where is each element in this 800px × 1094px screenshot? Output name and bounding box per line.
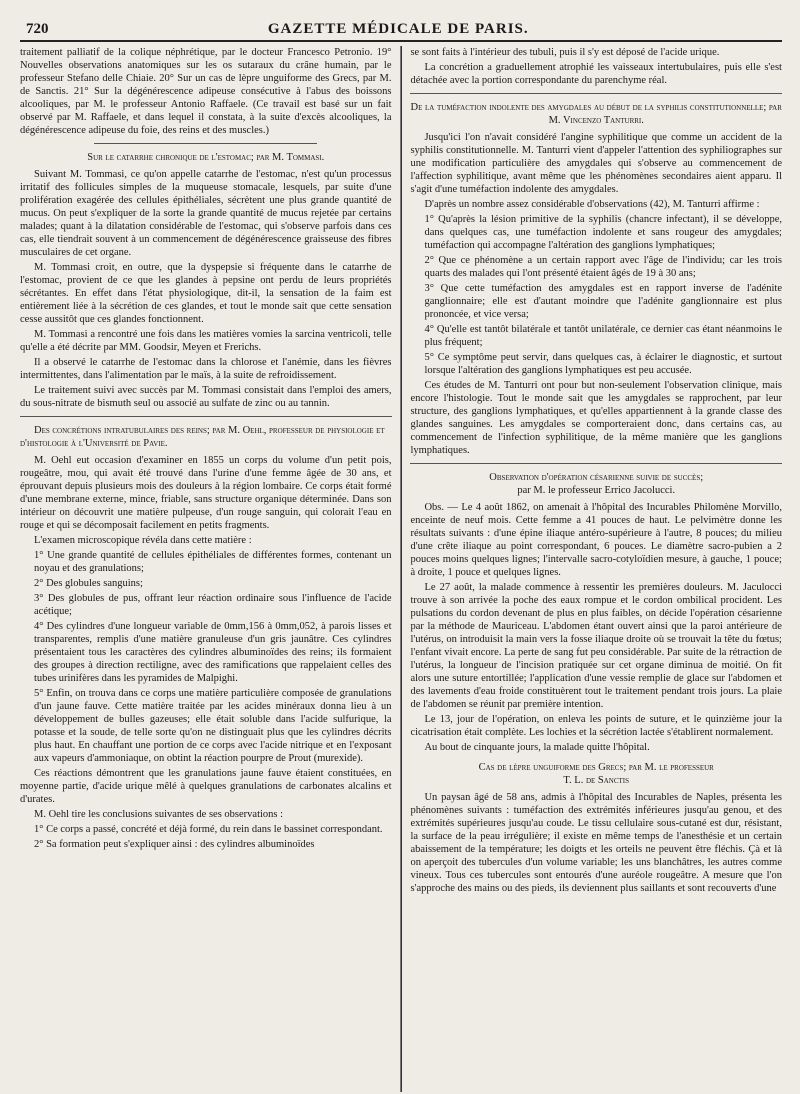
paragraph: Ces études de M. Tanturri ont pour but non-seulement l'observation clinique, mais encore l'histologie. Tout le monde sait que les amygdales se rapprochent, par leur structure, des ganglions lymphatiques, et qu'elles appartiennent à la grande classe des glandes sanguines. Les amygdales se comporteraient donc, dans certains cas, au commencement de l'infection syphilitique, de la même manière que les ganglions lymphatiques. [410, 380, 782, 456]
list-item: 1° Qu'après la lésion primitive de la syphilis (chancre infectant), il se développe, dans quelques cas, une tuméfaction indolente et sans rougeur des amygdales; tuméfaction qui accompagne l'altération des ganglions lymphatiques; [424, 214, 782, 251]
list-item: 3° Des globules de pus, offrant leur réaction ordinaire sous l'influence de l'acide acétique; [34, 593, 392, 617]
list-item: 5° Enfin, on trouva dans ce corps une matière particulière composée de granulations d'un jaune fauve. Cette matière traitée par les acides minéraux donna lieu à un développement de bulles gazeuses; elle était soluble dans l'acide sulfurique, la potasse et la soude, de telle sorte qu'on ne distinguait plus que les cylindres décrits plus haut. En chauffant une portion de ce corps avec l'acide nitrique et en l'exposant aux vapeurs d'ammoniaque, on obtint la réaction pourpre de Prout (murexide). [34, 688, 392, 764]
left-column [20, 46, 400, 1092]
intro-paragraph: traitement palliatif de la colique néphrétique, par le docteur Francesco Petronio. 19° Nouvelles observations anatomiques sur les os sutaraux du crâne humain, par le professeur Stefano delle Chiaie. 20° Sur un cas de lèpre unguiforme des Grecs, par M. de Sanctis. 21° Sur la dégénérescence adipeuse consécutive à l'abus des boissons alcooliques, par M. le professeur Antonio Raffaele. (Ce travail est basé sur un fait observé par M. Raffaele, et dans lequel il constata, à la suite d'excès alcooliques, la dégénérescence adipeuse du foie, des reins et des muscles.) [20, 47, 392, 136]
findings-list [20, 549, 392, 765]
paragraph: M. Tommasi croit, en outre, que la dyspepsie si fréquente dans le catarrhe de l'estomac, provient de ce que les glandes à pepsine ont perdu de leurs propriétés sécrétantes. En effet dans l'état physiologique, dit-il, la sensation de la faim est entièrement liée à la sécrétion de ces glandes, et tout le monde sait que cette sensation cesse aussitôt que ces glandes fonctionnent. [20, 262, 392, 325]
paragraph: Ces réactions démontrent que les granulations jaune fauve étaient constituées, en moyenne partie, d'acide urique mêlé à quelques granulations de carbonates alcalins et d'urates. [20, 768, 392, 805]
section-title-lepre: Cas de lèpre unguiforme des Grecs; par M. le professeur [478, 762, 714, 773]
paragraph: 1° Ce corps a passé, concrété et déjà formé, du rein dans le bassinet correspondant. [34, 824, 383, 835]
section-title-cesarienne: Observation d'opération césarienne suivie de succès; [489, 472, 704, 483]
paragraph: Le 27 août, la malade commence à ressentir les premières douleurs. M. Jaculocci trouve à son arrivée la poche des eaux rompue et le cordon ombilical procident. Les pulsations du cordon devenant de plus en plus faibles, on décide l'opération césarienne par la méthode de Mauriceau. L'abdomen étant ouvert ainsi que la paroi antérieure de l'utérus, on introduisit la main vers la fosse iliaque droite où se trouvait la tête du fœtus; l'enfant vivait encore. La perte de sang fut peu considérable. Par suite de la rétraction de l'utérus, la longueur de l'incision pratiquée sur cet organe diminua de moitié. On fit alors une suture entortillée; l'application d'une vessie remplie de glace sur l'abdomen et des lavements d'eau froide constituèrent tout le traitement pendant trois jours. La plaie de l'abdomen se réunit par première intention. [410, 582, 782, 710]
paragraph: L'examen microscopique révéla dans cette matière : [34, 535, 252, 546]
section-divider [410, 463, 782, 464]
section-title-lepre-author: T. L. de Sanctis [563, 775, 630, 786]
section-title-concretions: Des concrétions intratubulaires des reins; par M. Oehl, professeur de physiologie et d'histologie à l'Université de Pavie. [20, 425, 385, 449]
paragraph: M. Oehl tire les conclusions suivantes de ses observations : [34, 809, 284, 820]
two-column-body [20, 46, 782, 1092]
list-item: 2° Que ce phénomène a un certain rapport avec l'âge de l'individu; car les trois quarts des malades qui l'ont présenté étaient âgés de 19 à 30 ans; [424, 255, 782, 279]
list-item: 5° Ce symptôme peut servir, dans quelques cas, à éclairer le diagnostic, et surtout lorsque l'altération des ganglions lymphatiques est peu accusée. [424, 352, 782, 376]
section-title-catarrhe: Sur le catarrhe chronique de l'estomac; par M. Tommasi. [87, 152, 325, 163]
paragraph: Le 13, jour de l'opération, on enleva les points de suture, et le quinzième jour la cicatrisation était complète. Les lochies et la sécrétion lactée s'établirent normalement. [410, 714, 782, 738]
paragraph: M. Tommasi a rencontré une fois dans les matières vomies la sarcina ventricoli, telle qu'elle a été décrite par MM. Goodsir, Meyen et Frerichs. [20, 329, 392, 353]
right-column [402, 46, 782, 1092]
paragraph: 2° Sa formation peut s'expliquer ainsi : des cylindres albuminoïdes [34, 839, 315, 850]
paragraph: Suivant M. Tommasi, ce qu'on appelle catarrhe de l'estomac, n'est qu'un processus irritatif des follicules simples de la muqueuse stomacale, lesquels, par suite d'une prolifération exagérée des cellules épithéliales, sécrètent une plus grande quantité de mucus. On peut s'expliquer de la sorte la grande quantité de mucus rejetée par certains malades; quant à la dilatation considérable de l'estomac, qui s'observe parfois dans ces cas, elle tiendrait souvent à un commencement de dégénérescence graisseuse des fibres musculaires de cet organe. [20, 169, 392, 258]
running-header [20, 14, 782, 42]
paragraph: Il a observé le catarrhe de l'estomac dans la chlorose et l'anémie, dans les fièvres intermittentes, dans l'alimentation par le maïs, à la suite de refroidissement. [20, 357, 392, 381]
paragraph: M. Oehl eut occasion d'examiner en 1855 un corps du volume d'un petit pois, rougeâtre, mou, qui avait été trouvé dans l'urine d'une femme âgée de 30 ans, et éprouvant depuis plusieurs mois des douleurs à la région lombaire. Ce corps était formé d'une membrane externe, mince, friable, sans structure organique déterminée. Dans son intérieur on découvrit une matière pulpeuse, d'un rouge sanguin, qui colorait l'eau en rouge et qui se décomposait facilement en petits fragments. [20, 455, 392, 531]
page-number: 720 [26, 21, 49, 37]
section-title-cesarienne-author: par M. le professeur Errico Jacolucci. [517, 485, 676, 496]
paragraph: Un paysan âgé de 58 ans, admis à l'hôpital des Incurables de Naples, présenta les phénomènes suivants : tuméfaction des extrémités inférieures jusqu'au genou, et des extrémités supérieures jusqu'au coude. Le tissu cellulaire sous-cutané est dur, résistant, la surface de la peau irrégulière; il existe en même temps de l'anesthésie et un certain abaissement de la température; les doigts et les orteils ne peuvent être fléchis. Çà et là on aperçoit des tubercules d'un volume variable; les uns blanchâtres, les autres comme vineux. Tous ces tubercules sont entourés d'une auréole rougeâtre. A mesure que l'on s'approche des mains ou des pieds, ils deviennent plus saillants et sont recouverts d'une [410, 792, 782, 894]
list-item: 3° Que cette tuméfaction des amygdales est en rapport inverse de l'adénite ganglionnaire; elle est d'autant moindre que l'adénite ganglionnaire est plus prononcée, et vice versa; [424, 283, 782, 320]
findings-list [410, 213, 782, 377]
list-item: 1° Une grande quantité de cellules épithéliales de différentes formes, contenant un noyau et des granulations; [34, 550, 392, 574]
paragraph: se sont faits à l'intérieur des tubuli, puis il s'y est déposé de l'acide urique. [410, 47, 720, 58]
section-divider [410, 93, 782, 94]
section-divider [20, 416, 392, 417]
paragraph: Jusqu'ici l'on n'avait considéré l'angine syphilitique que comme un accident de la syphilis constitutionnelle. M. Tanturri vient d'appeler l'attention des syphiliographes sur une modification particulière des amygdales qui s'observe au commencement de l'affection syphilitique, avant même que les phénomènes secondaires aient apparu. Il s'agit d'une tuméfaction indolente des amygdales. [410, 132, 782, 195]
journal-title: GAZETTE MÉDICALE DE PARIS. [267, 21, 529, 37]
list-item: 4° Des cylindres d'une longueur variable de 0mm,156 à 0mm,052, à parois lisses et transparentes, remplis d'une matière granuleuse d'un gris jaunâtre. Ces cylindres présentaient tous les caractères des cylindres albuminoïdes des reins; ils formaient des groupes à direction rectiligne, avec des ramifications que rappelaient celles des tubes urinifères dans les pyramides de Malpighi. [34, 621, 392, 684]
list-item: 4° Qu'elle est tantôt bilatérale et tantôt unilatérale, ce dernier cas étant néanmoins le plus fréquent; [424, 324, 782, 348]
paragraph: Au bout de cinquante jours, la malade quitte l'hôpital. [424, 742, 650, 753]
section-divider [94, 143, 317, 144]
list-item: 2° Des globules sanguins; [34, 578, 143, 589]
paragraph: La concrétion a graduellement atrophié les vaisseaux intertubulaires, puis elle s'est détachée avec la portion correspondante du parenchyme réal. [410, 62, 782, 86]
section-title-amygdales: De la tuméfaction indolente des amygdales au début de la syphilis constitutionnelle; par M. Vincenzo Tanturri. [410, 102, 782, 126]
paragraph: Obs. — Le 4 août 1862, on amenait à l'hôpital des Incurables Philomène Morvillo, enceinte de neuf mois. Cette femme a 41 pouces de haut. Le pelvimètre donne les résultats suivants : d'une épine iliaque antéro-supérieure à l'autre, 8 pouces; du milieu d'une crête iliaque au point correspondant, 6 pouces. Le diamètre sacro-pubien a 2 pouces moins quelques lignes; l'intervalle sacro-cotyloïdien mesure, à gauche, 1 pouce; à droite, 1 pouce et quelques lignes. [410, 502, 782, 578]
paragraph: Le traitement suivi avec succès par M. Tommasi consistait dans l'emploi des amers, du sous-nitrate de bismuth seul ou associé au sulfate de zinc ou au tannin. [20, 385, 392, 409]
paragraph: D'après un nombre assez considérable d'observations (42), M. Tanturri affirme : [424, 199, 760, 210]
